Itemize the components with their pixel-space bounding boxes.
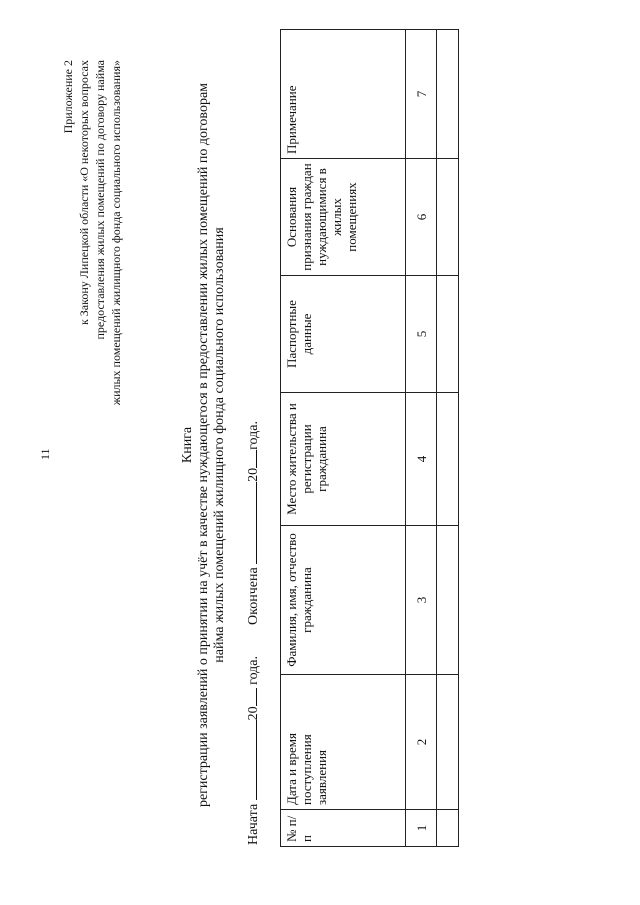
table-header-row [281,30,406,847]
end-year-prefix: 20 [246,467,261,482]
number-cell: 4 [406,393,437,526]
start-label: Начата [246,803,261,845]
end-date-blank [244,482,257,564]
blank-cell [437,810,459,847]
title-line-1: регистрации заявлений о принятии на учёт в качестве нуждающегося в предоставлении жилых помещений по договорам [196,82,211,808]
number-cell: 1 [406,810,437,847]
number-cell: 5 [406,276,437,393]
appendix-line-3: предоставления жилых помещений по договору найма [93,60,107,340]
blank-cell [437,393,459,526]
title-heading: Книга [180,426,195,464]
end-label: Окончена [246,567,261,625]
blank-cell [437,159,459,276]
document-title [180,25,228,865]
blank-cell [437,276,459,393]
number-cell: 2 [406,675,437,810]
header-cell-passport: Паспортные данные [281,276,406,393]
header-cell-name: Фамилия, имя, отчество гражданина [281,526,406,675]
appendix-line-2: к Закону Липецкой области «О некоторых вопросах [77,60,91,326]
header-cell-note: Примечание [281,30,406,159]
number-cell: 6 [406,159,437,276]
number-cell: 7 [406,30,437,159]
blank-cell [437,30,459,159]
table-number-row [406,30,437,847]
appendix-line-4: жилых помещений жилищного фонда социального использования» [109,60,123,406]
header-cell-date: Дата и время поступления заявления [281,675,406,810]
start-year-blank [244,688,257,706]
blank-cell [437,675,459,810]
blank-cell [437,526,459,675]
table-blank-row [437,30,459,847]
start-date-blank [244,720,257,800]
start-year-suffix: года. [246,656,261,685]
end-year-suffix: года. [246,421,261,450]
register-table [280,29,459,847]
start-year-prefix: 20 [246,706,261,721]
appendix-line-1: Приложение 2 [61,60,75,134]
header-cell-residence: Место жительства и регистрации гражданина [281,393,406,526]
end-year-blank [244,450,257,468]
number-cell: 3 [406,526,437,675]
header-cell-number: № п/п [281,810,406,847]
page-number: 11 [38,448,52,460]
appendix-note [60,60,124,480]
date-range [244,421,262,845]
title-line-2: найма жилых помещений жилищного фонда социального использования [212,227,227,663]
header-cell-grounds: Основания признания граждан нуждающимися в жилых помещениях [281,159,406,276]
